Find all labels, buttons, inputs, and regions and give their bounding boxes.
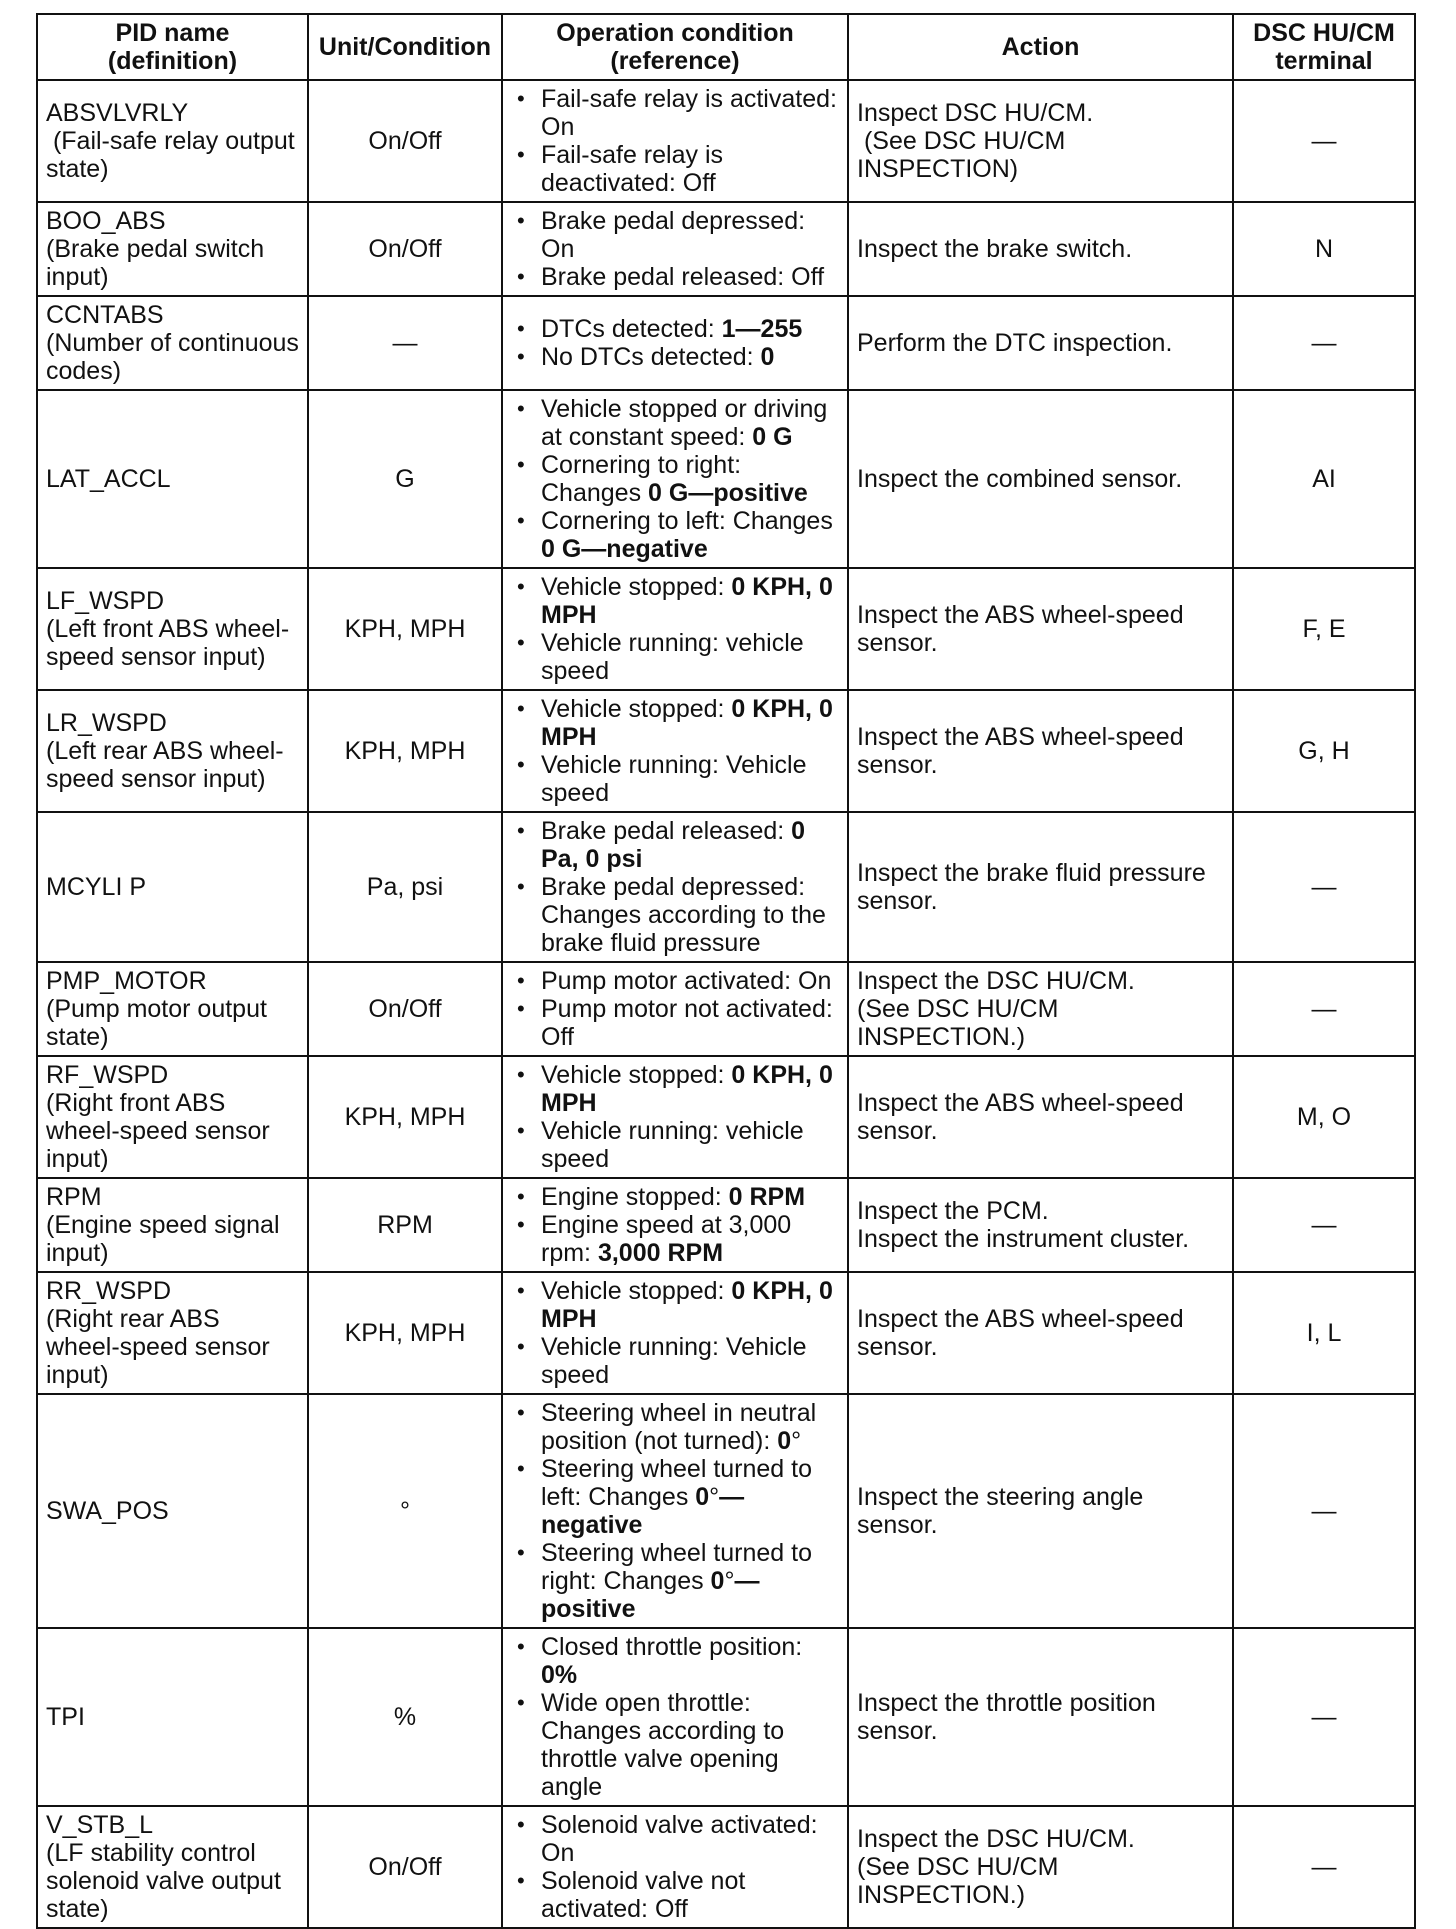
- condition-item: [511, 141, 839, 197]
- action-text: (See DSC HU/CM INSPECTION): [857, 127, 1073, 183]
- condition-item: [511, 343, 839, 371]
- condition-item: [511, 1277, 839, 1333]
- condition-cell: [502, 202, 848, 296]
- condition-text: Steering wheel in neutral position (not turned):: [541, 1399, 817, 1455]
- action-cell: [848, 1178, 1233, 1272]
- unit-cell: %: [308, 1628, 502, 1806]
- condition-list: [511, 967, 839, 1051]
- condition-text: Vehicle running: vehicle speed: [541, 629, 804, 685]
- header-pid-line-2: (definition): [107, 47, 238, 75]
- table-row: [37, 1272, 1415, 1394]
- terminal-cell: —: [1233, 1806, 1415, 1928]
- terminal-cell: —: [1233, 80, 1415, 202]
- condition-value: 0 KPH, 0 MPH: [541, 1277, 833, 1333]
- condition-list: [511, 315, 839, 371]
- condition-item: [511, 395, 839, 451]
- header-condition: [502, 14, 848, 80]
- condition-value: 0 G—negative: [541, 535, 708, 563]
- terminal-cell: —: [1233, 962, 1415, 1056]
- condition-cell: [502, 1272, 848, 1394]
- condition-text: Brake pedal released:: [541, 817, 792, 845]
- header-action: Action: [848, 14, 1233, 80]
- action-text: Inspect the ABS wheel-speed sensor.: [857, 723, 1191, 779]
- terminal-cell: AI: [1233, 390, 1415, 568]
- condition-item: [511, 263, 839, 291]
- action-cell: [848, 962, 1233, 1056]
- table-row: [37, 568, 1415, 690]
- condition-cell: [502, 812, 848, 962]
- condition-item: [511, 1117, 839, 1173]
- condition-item: [511, 1211, 839, 1267]
- action-cell: [848, 1056, 1233, 1178]
- header-condition-line-2: (reference): [610, 47, 740, 75]
- condition-text: Fail-safe relay is deactivated: Off: [541, 141, 723, 197]
- unit-cell: On/Off: [308, 1806, 502, 1928]
- pid-definition: (Left front ABS wheel-speed sensor input): [46, 615, 290, 671]
- condition-item: [511, 629, 839, 685]
- table-row: [37, 812, 1415, 962]
- action-text: Inspect the ABS wheel-speed sensor.: [857, 601, 1191, 657]
- pid-definition: (Left rear ABS wheel-speed sensor input): [46, 737, 284, 793]
- condition-item: [511, 995, 839, 1051]
- pid-name: V_STB_L: [46, 1811, 154, 1839]
- header-row: [37, 14, 1415, 80]
- condition-list: [511, 1633, 839, 1801]
- action-cell: [848, 1394, 1233, 1628]
- condition-cell: [502, 1056, 848, 1178]
- action-cell: [848, 390, 1233, 568]
- action-cell: [848, 296, 1233, 390]
- pid-name: LF_WSPD: [46, 587, 165, 615]
- terminal-cell: —: [1233, 1394, 1415, 1628]
- terminal-cell: —: [1233, 296, 1415, 390]
- pid-name: RF_WSPD: [46, 1061, 169, 1089]
- condition-text: Vehicle running: Vehicle speed: [541, 751, 807, 807]
- condition-text: No DTCs detected:: [541, 343, 761, 371]
- condition-text: Closed throttle position:: [541, 1633, 803, 1661]
- pid-cell: [37, 202, 308, 296]
- pid-cell: [37, 1806, 308, 1928]
- action-cell: [848, 1272, 1233, 1394]
- condition-text: °: [709, 1483, 720, 1511]
- pid-cell: [37, 1628, 308, 1806]
- condition-list: [511, 1811, 839, 1923]
- action-text: Inspect DSC HU/CM.: [857, 99, 1094, 127]
- unit-cell: —: [308, 296, 502, 390]
- unit-cell: On/Off: [308, 962, 502, 1056]
- condition-item: [511, 1399, 839, 1455]
- condition-list: [511, 85, 839, 197]
- terminal-cell: F, E: [1233, 568, 1415, 690]
- unit-cell: On/Off: [308, 80, 502, 202]
- condition-text: °: [724, 1567, 735, 1595]
- condition-list: [511, 1061, 839, 1173]
- condition-value: 0 KPH, 0 MPH: [541, 695, 833, 751]
- action-cell: [848, 812, 1233, 962]
- condition-cell: [502, 390, 848, 568]
- header-pid: [37, 14, 308, 80]
- condition-list: [511, 695, 839, 807]
- unit-cell: On/Off: [308, 202, 502, 296]
- condition-value: —negative: [541, 1483, 745, 1539]
- condition-value: 1—255: [721, 315, 803, 343]
- terminal-cell: I, L: [1233, 1272, 1415, 1394]
- unit-cell: Pa, psi: [308, 812, 502, 962]
- condition-text: Vehicle stopped:: [541, 695, 732, 723]
- pid-cell: [37, 1178, 308, 1272]
- condition-item: [511, 1061, 839, 1117]
- action-cell: [848, 80, 1233, 202]
- condition-item: [511, 817, 839, 873]
- pid-definition: (Right front ABS wheel-speed sensor input): [46, 1089, 277, 1173]
- pid-definition: (Fail-safe relay output state): [46, 127, 302, 183]
- table-row: [37, 1178, 1415, 1272]
- pid-cell: [37, 962, 308, 1056]
- pid-cell: [37, 812, 308, 962]
- condition-item: [511, 751, 839, 807]
- condition-item: [511, 573, 839, 629]
- table-row: [37, 1628, 1415, 1806]
- unit-cell: KPH, MPH: [308, 568, 502, 690]
- action-cell: [848, 1628, 1233, 1806]
- condition-text: Steering wheel turned to left: Changes: [541, 1455, 813, 1511]
- condition-value: 0 Pa, 0 psi: [541, 817, 806, 873]
- condition-item: [511, 315, 839, 343]
- pid-definition: (Brake pedal switch input): [46, 235, 272, 291]
- pid-name: PMP_MOTOR: [46, 967, 207, 995]
- condition-text: Vehicle running: vehicle speed: [541, 1117, 804, 1173]
- condition-text: Cornering to right: Changes: [541, 451, 742, 507]
- condition-text: Engine speed at 3,000 rpm:: [541, 1211, 792, 1267]
- condition-text: Engine stopped:: [541, 1183, 729, 1211]
- pid-cell: [37, 80, 308, 202]
- condition-value: 0: [760, 343, 775, 371]
- table-row: [37, 962, 1415, 1056]
- pid-name: LR_WSPD: [46, 709, 167, 737]
- condition-value: 0%: [541, 1661, 578, 1689]
- condition-value: 3,000 RPM: [597, 1239, 724, 1267]
- pid-name: LAT_ACCL: [46, 465, 171, 493]
- condition-item: [511, 1811, 839, 1867]
- table-row: [37, 1056, 1415, 1178]
- condition-text: Brake pedal released: Off: [541, 263, 825, 291]
- condition-text: Vehicle stopped:: [541, 1277, 732, 1305]
- condition-value: —positive: [541, 1567, 760, 1623]
- condition-text: Vehicle stopped:: [541, 1061, 732, 1089]
- action-text: Inspect the DSC HU/CM.: [857, 1825, 1135, 1853]
- condition-item: [511, 1333, 839, 1389]
- condition-list: [511, 1277, 839, 1389]
- condition-cell: [502, 1806, 848, 1928]
- condition-value: 0 RPM: [728, 1183, 806, 1211]
- condition-text: Fail-safe relay is activated: On: [541, 85, 837, 141]
- table-row: [37, 202, 1415, 296]
- action-cell: [848, 690, 1233, 812]
- header-pid-line-1: PID name: [115, 19, 230, 47]
- condition-item: [511, 207, 839, 263]
- pid-name: TPI: [46, 1703, 85, 1731]
- unit-cell: RPM: [308, 1178, 502, 1272]
- condition-cell: [502, 296, 848, 390]
- condition-list: [511, 1183, 839, 1267]
- unit-cell: KPH, MPH: [308, 1056, 502, 1178]
- condition-list: [511, 207, 839, 291]
- condition-text: °: [791, 1427, 802, 1455]
- condition-text: DTCs detected:: [541, 315, 722, 343]
- condition-cell: [502, 1178, 848, 1272]
- table-row: [37, 80, 1415, 202]
- action-text: (See DSC HU/CM INSPECTION.): [857, 995, 1066, 1051]
- pid-definition: (Engine speed signal input): [46, 1211, 287, 1267]
- terminal-cell: M, O: [1233, 1056, 1415, 1178]
- pid-table: [36, 13, 1416, 1929]
- condition-value: 0 KPH, 0 MPH: [541, 1061, 833, 1117]
- condition-value: 0 KPH, 0 MPH: [541, 573, 833, 629]
- condition-text: Brake pedal depressed: Changes according to the brake fluid pressure: [541, 873, 826, 957]
- condition-list: [511, 817, 839, 957]
- table-row: [37, 1806, 1415, 1928]
- condition-cell: [502, 1394, 848, 1628]
- action-cell: [848, 568, 1233, 690]
- action-text: Inspect the throttle position sensor.: [857, 1689, 1163, 1745]
- action-text: Inspect the brake switch.: [857, 235, 1133, 263]
- condition-item: [511, 967, 839, 995]
- header-condition-line-1: Operation condition: [556, 19, 794, 47]
- action-text: (See DSC HU/CM INSPECTION.): [857, 1853, 1066, 1909]
- action-text: Inspect the instrument cluster.: [857, 1225, 1190, 1253]
- condition-text: Solenoid valve not activated: Off: [541, 1867, 746, 1923]
- header-unit: Unit/Condition: [308, 14, 502, 80]
- action-text: Inspect the PCM.: [857, 1197, 1049, 1225]
- condition-item: [511, 507, 839, 563]
- condition-item: [511, 1633, 839, 1689]
- pid-name: MCYLI P: [46, 873, 147, 901]
- condition-cell: [502, 80, 848, 202]
- terminal-cell: —: [1233, 812, 1415, 962]
- condition-text: Pump motor not activated: Off: [541, 995, 833, 1051]
- condition-item: [511, 695, 839, 751]
- condition-value: 0 G—positive: [648, 479, 808, 507]
- condition-item: [511, 1183, 839, 1211]
- condition-text: Cornering to left: Changes: [541, 507, 833, 535]
- action-text: Perform the DTC inspection.: [857, 329, 1173, 357]
- condition-item: [511, 1539, 839, 1623]
- condition-text: Vehicle running: Vehicle speed: [541, 1333, 807, 1389]
- condition-text: Solenoid valve activated: On: [541, 1811, 818, 1867]
- header-terminal-line-2: terminal: [1275, 47, 1373, 75]
- unit-cell: G: [308, 390, 502, 568]
- action-text: Inspect the ABS wheel-speed sensor.: [857, 1089, 1191, 1145]
- unit-cell: KPH, MPH: [308, 690, 502, 812]
- action-text: Inspect the combined sensor.: [857, 465, 1183, 493]
- header-terminal: [1233, 14, 1415, 80]
- pid-cell: [37, 1056, 308, 1178]
- action-cell: [848, 1806, 1233, 1928]
- terminal-cell: —: [1233, 1178, 1415, 1272]
- condition-text: Steering wheel turned to right: Changes: [541, 1539, 813, 1595]
- pid-cell: [37, 690, 308, 812]
- condition-text: Vehicle stopped:: [541, 573, 732, 601]
- pid-cell: [37, 296, 308, 390]
- pid-definition: (Pump motor output state): [46, 995, 274, 1051]
- condition-text: Wide open throttle: Changes according to throttle valve opening angle: [541, 1689, 785, 1801]
- terminal-cell: —: [1233, 1628, 1415, 1806]
- condition-text: Vehicle stopped or driving at constant speed:: [541, 395, 828, 451]
- terminal-cell: N: [1233, 202, 1415, 296]
- condition-cell: [502, 962, 848, 1056]
- condition-cell: [502, 568, 848, 690]
- condition-cell: [502, 690, 848, 812]
- pid-name: BOO_ABS: [46, 207, 166, 235]
- condition-cell: [502, 1628, 848, 1806]
- pid-cell: [37, 390, 308, 568]
- unit-cell: °: [308, 1394, 502, 1628]
- condition-value: 0: [777, 1427, 792, 1455]
- table-row: [37, 390, 1415, 568]
- terminal-cell: G, H: [1233, 690, 1415, 812]
- condition-list: [511, 573, 839, 685]
- condition-item: [511, 1689, 839, 1801]
- table-row: [37, 1394, 1415, 1628]
- condition-list: [511, 395, 839, 563]
- header-terminal-line-1: DSC HU/CM: [1253, 19, 1395, 47]
- pid-table-body: [37, 80, 1415, 1928]
- pid-cell: [37, 1272, 308, 1394]
- pid-cell: [37, 568, 308, 690]
- condition-item: [511, 1867, 839, 1923]
- action-cell: [848, 202, 1233, 296]
- condition-list: [511, 1399, 839, 1623]
- condition-value: 0: [710, 1567, 725, 1595]
- action-text: Inspect the ABS wheel-speed sensor.: [857, 1305, 1191, 1361]
- pid-cell: [37, 1394, 308, 1628]
- condition-value: 0 G: [752, 423, 793, 451]
- pid-name: ABSVLVRLY: [46, 99, 189, 127]
- condition-text: Pump motor activated: On: [541, 967, 832, 995]
- unit-cell: KPH, MPH: [308, 1272, 502, 1394]
- condition-text: Brake pedal depressed: On: [541, 207, 806, 263]
- condition-item: [511, 451, 839, 507]
- action-text: Inspect the steering angle sensor.: [857, 1483, 1151, 1539]
- pid-name: SWA_POS: [46, 1497, 169, 1525]
- action-text: Inspect the DSC HU/CM.: [857, 967, 1135, 995]
- condition-item: [511, 1455, 839, 1539]
- table-row: [37, 690, 1415, 812]
- pid-definition: (Right rear ABS wheel-speed sensor input): [46, 1305, 277, 1389]
- table-row: [37, 296, 1415, 390]
- condition-item: [511, 85, 839, 141]
- condition-item: [511, 873, 839, 957]
- pid-name: RR_WSPD: [46, 1277, 172, 1305]
- pid-definition: (LF stability control solenoid valve output state): [46, 1839, 288, 1923]
- pid-name: RPM: [46, 1183, 102, 1211]
- condition-value: 0: [695, 1483, 710, 1511]
- action-text: Inspect the brake fluid pressure sensor.: [857, 859, 1213, 915]
- pid-name: CCNTABS: [46, 301, 164, 329]
- pid-definition: (Number of continuous codes): [46, 329, 306, 385]
